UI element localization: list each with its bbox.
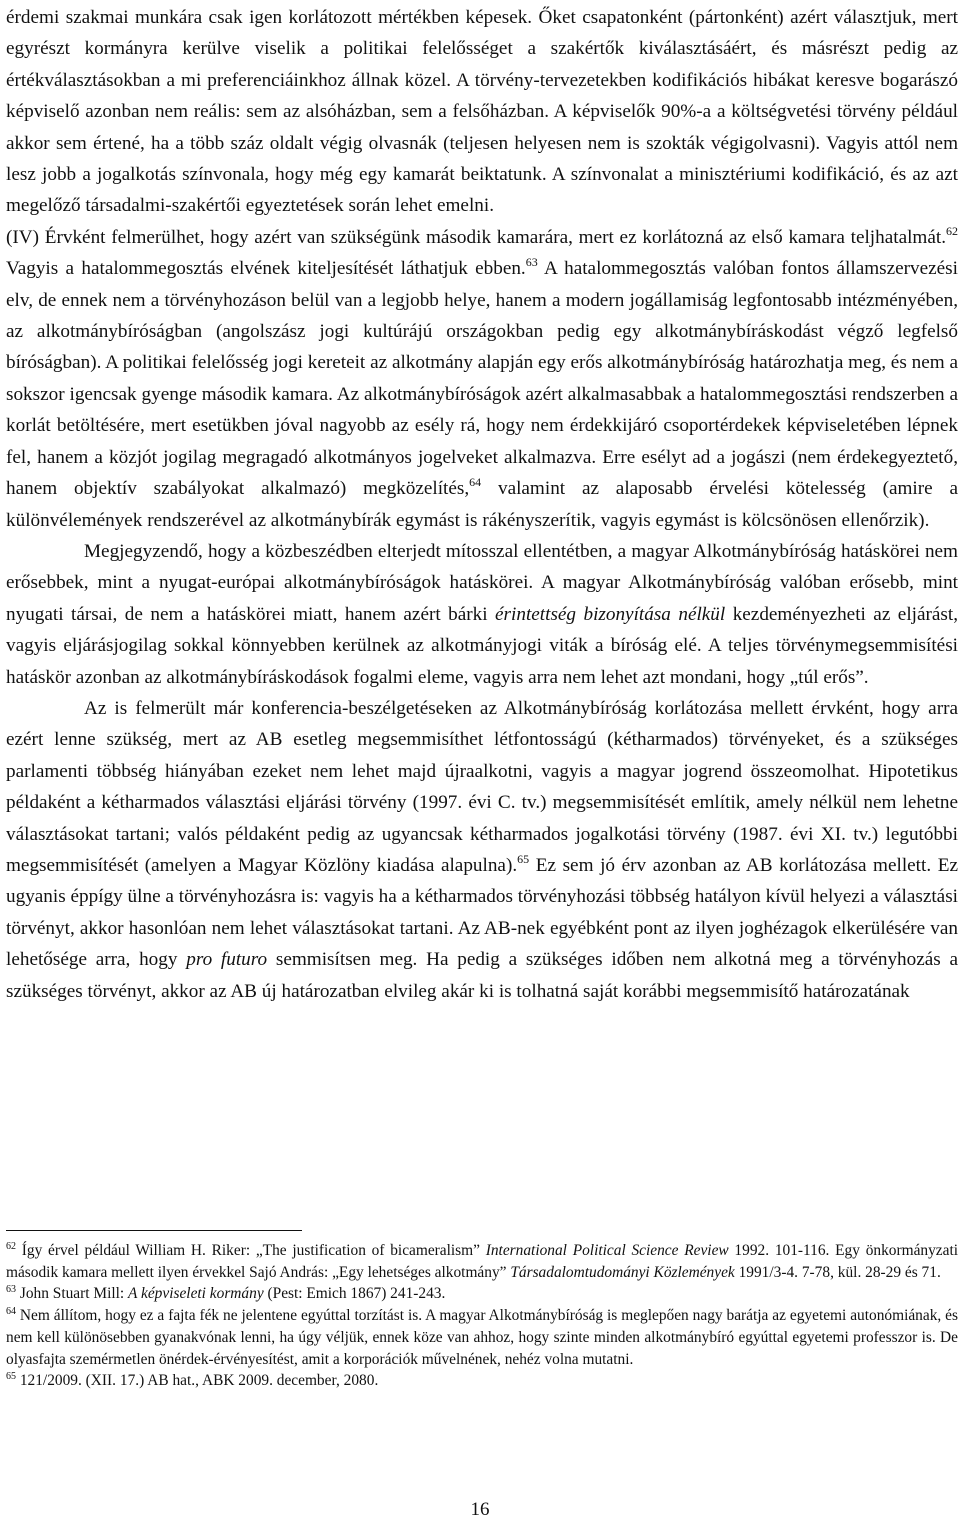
paragraph-text: Az is felmerült már konferencia-beszélgetéseken az Alkotmánybíróság korlátozása mellett érvként, hogy arra ezért lenne szükség, mert az AB esetleg megsemmisíthet létfontosságú (kétharmados) törvényeket, és a szükséges parlamenti többség hiányában ezeket nem lehet majd újraalkotni, vagyis a magyar jogrend összeomolhat. Hipotetikus példaként a kétharmados választási eljárási törvény (1997. évi C. tv.) megsemmisítését említik, amely nélkül nem lehetne választásokat tartani; valós példaként pedig az ugyancsak kétharmados jogalkotási törvény (1987. évi XI. tv.) legutóbbi megsemmisítését (amelyen a Magyar Közlöny kiadása alapulna). bbox=[6, 697, 958, 876]
paragraph-2 bbox=[6, 222, 958, 536]
footnote-number: 63 bbox=[6, 1284, 16, 1296]
footnote-text: John Stuart Mill: bbox=[16, 1285, 129, 1303]
footnote-ref-64[interactable]: 64 bbox=[469, 475, 482, 490]
paragraph-3 bbox=[6, 536, 958, 693]
footnotes bbox=[6, 1240, 958, 1392]
footnote-65 bbox=[6, 1370, 958, 1392]
footnote-separator bbox=[6, 1230, 302, 1231]
footnote-63 bbox=[6, 1283, 958, 1305]
paragraph-text: Megjegyzendő, hogy a közbeszédben elterjedt mítosszal ellentétben, a magyar Alkotmánybíróság hatáskörei nem erősebbek, mint a nyugat-európai alkotmánybíróságok hatáskörei. A magyar Alkotmánybíróság valóban erősebb, mint nyugati társai, de nem a hatáskörei miatt, hanem azért bárki bbox=[6, 540, 958, 625]
paragraph-4 bbox=[6, 693, 958, 1007]
footnote-64 bbox=[6, 1305, 958, 1370]
paragraph-text: Ez sem jó érv azonban az AB korlátozása mellett. Ez ugyanis éppígy ülne a törvényhozásra is: vagyis ha a kétharmados törvényhozási többség hatályon kívül helyezi a választási törvényt, akkor hasonlóan nem lehet választásokat tartani. Az AB-nek egyébként pont az ilyen joghézagok elkerülésére van lehetősége arra, hogy bbox=[6, 854, 958, 971]
footnote-number: 65 bbox=[6, 1371, 16, 1383]
paragraph-1 bbox=[6, 2, 958, 222]
footnote-ref-65[interactable]: 65 bbox=[517, 851, 530, 866]
footnote-text: 121/2009. (XII. 17.) AB hat., ABK 2009. december, 2080. bbox=[16, 1372, 379, 1390]
page-number: 16 bbox=[470, 1499, 490, 1520]
footnote-62 bbox=[6, 1240, 958, 1283]
footnote-text: 1992. 101-116. Egy önkormányzati második kamara mellett ilyen érvekkel Sajó András: „Egy lehetséges alkotmány” bbox=[6, 1242, 959, 1281]
footnote-text: Nem állítom, hogy ez a fajta fék ne jelentene egyúttal torzítást is. A magyar Alkotmánybíróság is meglepően nagy barátja az egyetemi autonómiának, és nem kell különösebben gyanakvónak lenni, ha úgy véljük, ennek köze van ahhoz, hogy szinte minden alkotmánybíró egyúttal egyetemi professzor is. De olyasfajta szemérmetlen önérdek-érvényesítést, amit a korporációk művelnének, nehéz volna mutatni. bbox=[6, 1307, 958, 1368]
emphasis-text: pro futuro bbox=[186, 949, 268, 971]
main-text bbox=[6, 2, 958, 1007]
paragraph-text: kezdeményezheti az eljárást, vagyis eljárásjogilag sokkal könnyebben kerülnek az alkotmányjogi viták a bíróság elé. A teljes törvénymegsemmisítési hatáskör azonban az alkotmánybíráskodások fogalmi eleme, vagyis arra nem lehet azt mondani, hogy „túl erős”. bbox=[6, 603, 958, 688]
paragraph-text: A hatalommegosztás valóban fontos államszervezési elv, de ennek nem a törvényhozáson belül van a legjobb helye, hanem a modern jogállamiság legfontosabb intézményében, az alkotmánybíróságban (angolszász jogi kultúrájú országokban pedig egy alkotmánybíráskodást végző legfelső bíróságban). A politikai felelősség jogi kereteit az alkotmány alapján egy erős alkotmánybíróság határozhatja meg, és nem a sokszor igencsak gyenge második kamara. Az alkotmánybíróságok azért alkalmasabbak a hatalommegosztási rendszerben a korlát betöltésére, mert esetükben jóval nagyobb az esély rá, hogy nem érdekkijáró csoportérdekek képviseletében lépnek fel, hanem a közjót jogilag megragadó alkotmányos jogelveket alkalmazva. Erre esélyt ad a jogászi (nem érdekegyeztető, hanem objektív szabályokat alkalmazó) megközelítés, bbox=[6, 258, 958, 500]
footnote-text: (Pest: Emich 1867) 241-243. bbox=[263, 1285, 446, 1303]
footnote-emphasis: International Political Science Review bbox=[485, 1242, 729, 1259]
paragraph-text: Vagyis a hatalommegosztás elvének kiteljesítését láthatjuk ebben. bbox=[6, 258, 526, 280]
footnote-ref-63[interactable]: 63 bbox=[525, 255, 538, 270]
paragraph-text: érdemi szakmai munkára csak igen korlátozott mértékben képesek. Őket csapatonként (pártonként) azért választjuk, mert egyrészt kormányra kerülve viselik a politikai felelősséget a szakértők kiválasztásáért, és másrészt pedig az értékválasztásokban a mi preferenciáinkhoz állnak közel. A törvény-tervezetekben kodifikációs hibákat keresve bogarászó képviselő azonban nem reális: sem az alsóházban, sem a felsőházban. A képviselők 90%-a a költségvetési törvény például akkor sem értené, ha a több száz oldalt végig olvasnák (teljesen helyesen nem is szokták végigolvasni). Vagyis attól nem lesz jobb a jogalkotás színvonala, hogy még egy kamarát beiktatunk. A színvonalat a minisztériumi kodifikáció, és az azt megelőző társadalmi-szakértői egyeztetések során lehet emelni. bbox=[6, 7, 958, 217]
footnote-text: Így érvel például William H. Riker: „The justification of bicameralism” bbox=[16, 1242, 486, 1259]
footnote-number: 62 bbox=[6, 1241, 16, 1252]
footnote-ref-62[interactable]: 62 bbox=[946, 223, 958, 238]
paragraph-text: (IV) Érvként felmerülhet, hogy azért van szükségünk második kamarára, mert ez korlátozná az első kamara teljhatalmát. bbox=[6, 226, 946, 248]
footnote-text: 1991/3-4. 7-78, kül. 28-29 és 71. bbox=[734, 1263, 941, 1281]
emphasis-text: érintettség bizonyítása nélkül bbox=[495, 603, 726, 625]
footnote-number: 64 bbox=[6, 1306, 16, 1318]
footnote-emphasis: Társadalomtudományi Közlemények bbox=[510, 1263, 735, 1281]
paragraph-text: valamint az alaposabb érvelési kötelesség (amire a különvélemények rendszerével az alkotmánybírák egymást is rákényszerítik, vagyis egymást is kölcsönösen ellenőrzik). bbox=[6, 478, 958, 531]
paragraph-text: semmisítsen meg. Ha pedig a szükséges időben nem alkotná meg a törvényhozás a szükséges törvényt, akkor az AB új határozatban elvileg akár ki is tolhatná saját korábbi megsemmisítő határozatának bbox=[6, 949, 958, 1002]
footnote-emphasis: A képviseleti kormány bbox=[128, 1285, 264, 1303]
